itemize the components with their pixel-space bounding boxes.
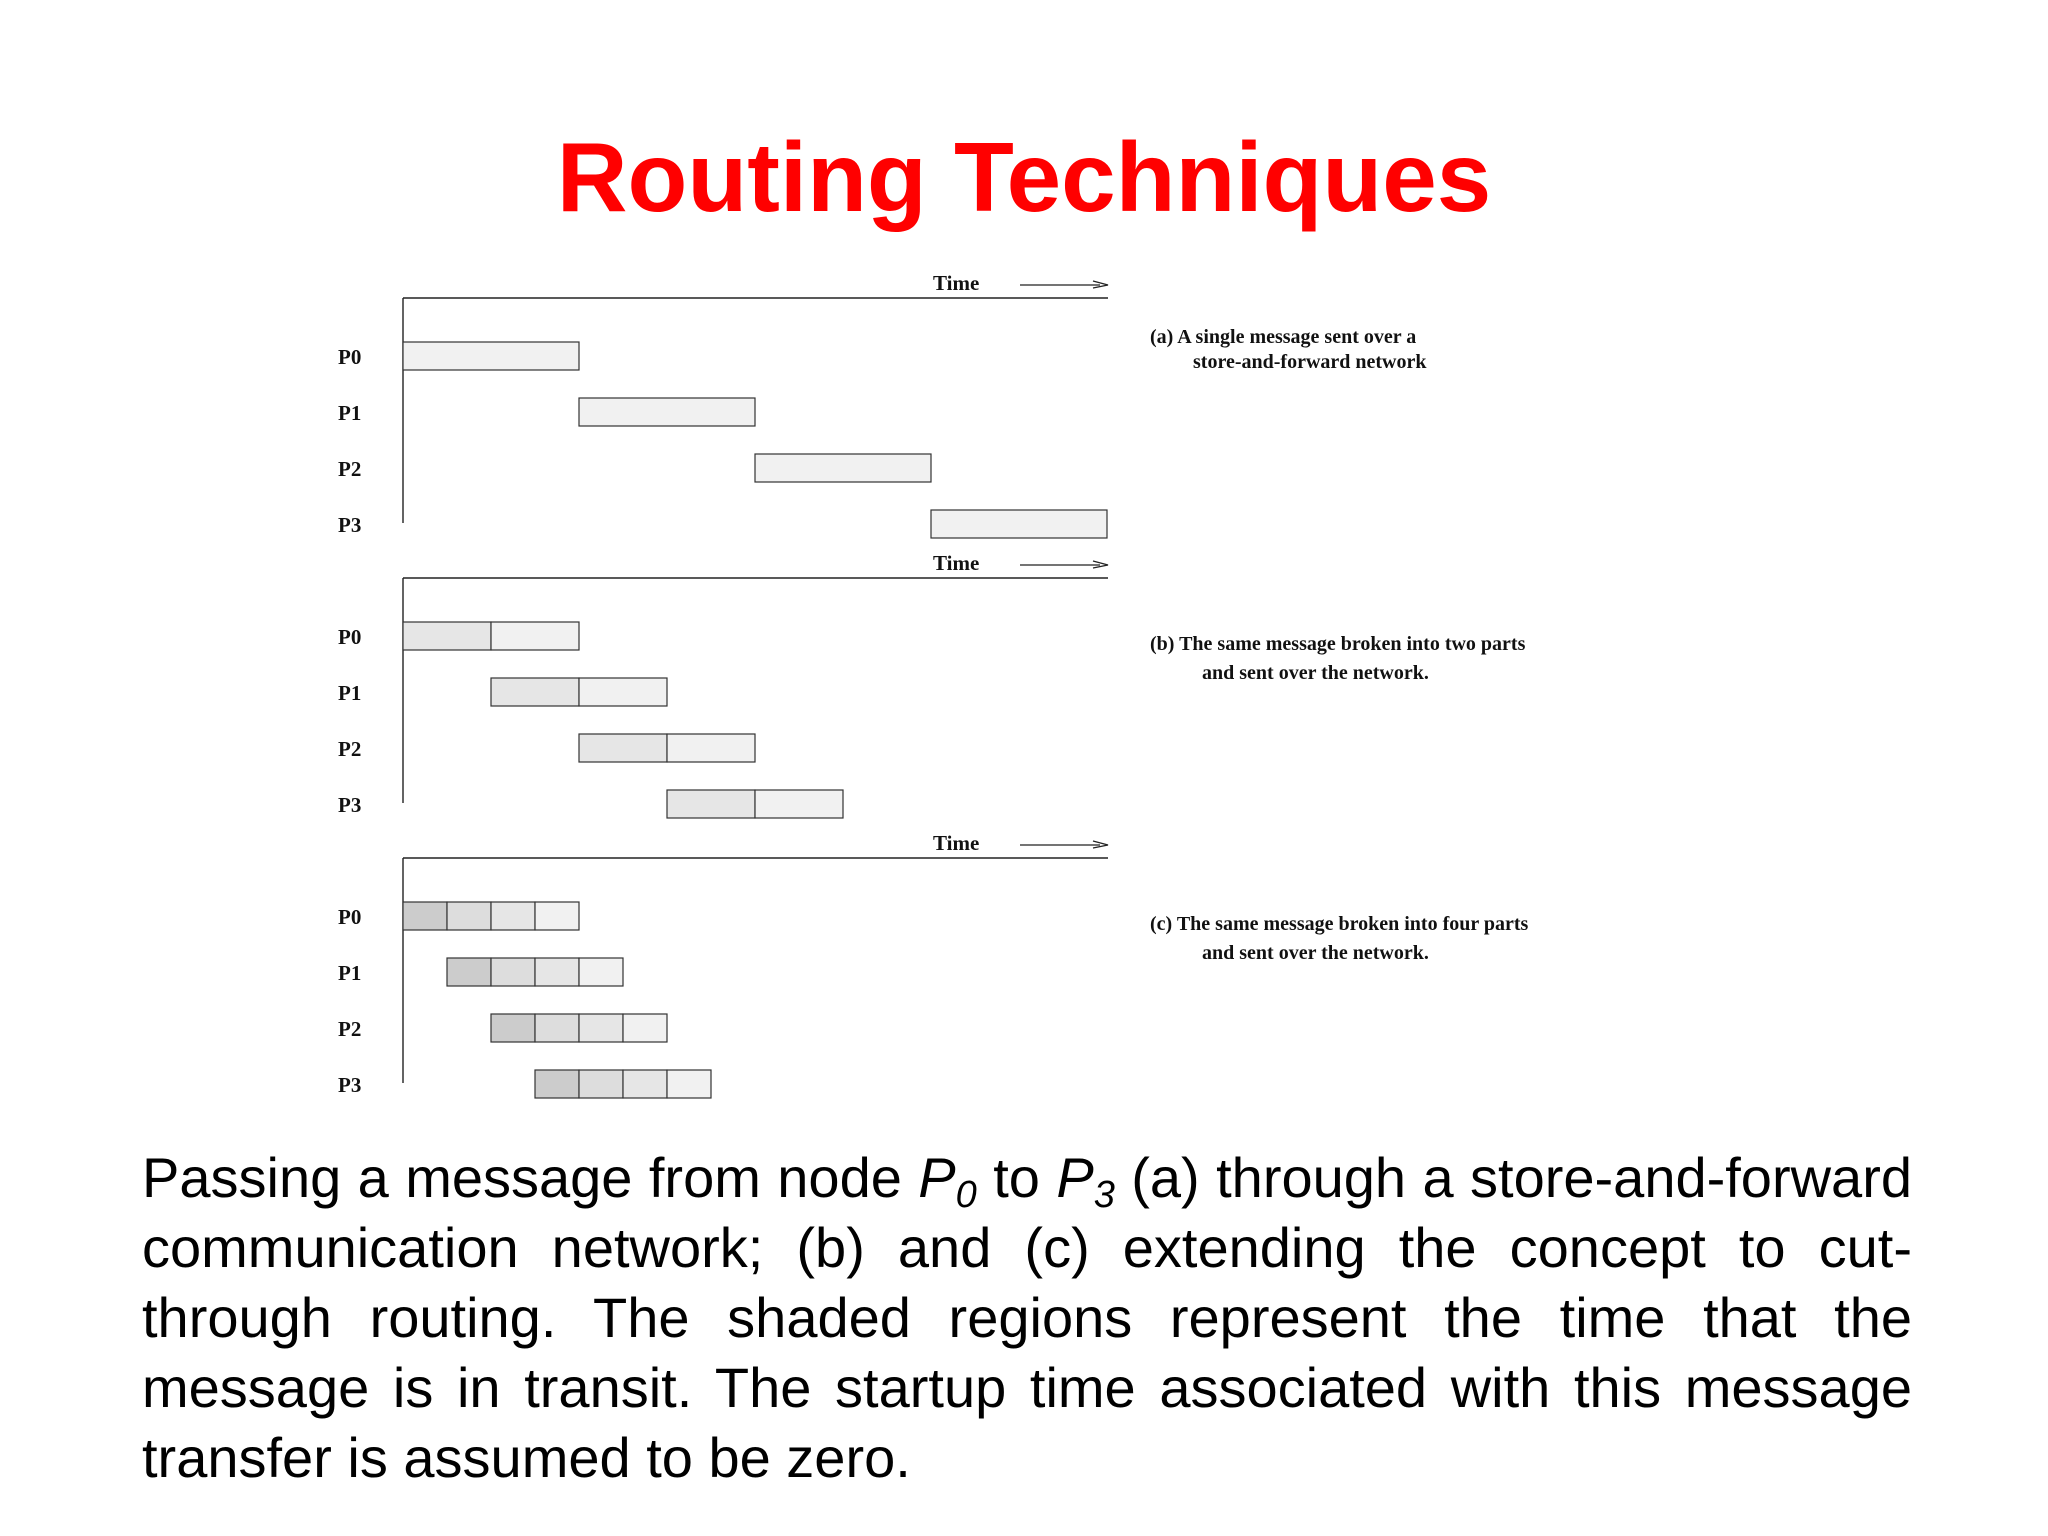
node-label-p0: P0 (338, 625, 362, 649)
message-block-p0 (403, 902, 579, 930)
message-part-3 (535, 958, 579, 986)
message-part-2 (491, 622, 579, 650)
caption-seg2: to (976, 1146, 1057, 1209)
message-part-2 (579, 678, 667, 706)
message-part-2 (491, 958, 535, 986)
message-part-1 (579, 734, 667, 762)
message-block-p3 (667, 790, 843, 818)
message-part-2 (447, 902, 491, 930)
message-part-4 (667, 1070, 711, 1098)
message-part-1 (755, 454, 931, 482)
message-block-p1 (579, 398, 755, 426)
message-block-p3 (535, 1070, 711, 1098)
panel-c (338, 831, 1529, 1098)
message-block-p2 (491, 1014, 667, 1042)
message-part-2 (579, 1070, 623, 1098)
message-part-1 (667, 790, 755, 818)
caption-seg1: Passing a message from node (142, 1146, 919, 1209)
message-part-1 (403, 902, 447, 930)
message-part-4 (535, 902, 579, 930)
panel-caption-line1: (b) The same message broken into two parts (1150, 633, 1526, 655)
message-part-1 (535, 1070, 579, 1098)
node-label-p1: P1 (338, 401, 362, 425)
message-part-2 (667, 734, 755, 762)
message-part-4 (623, 1014, 667, 1042)
node-label-p2: P2 (338, 737, 362, 761)
message-block-p0 (403, 622, 579, 650)
node-label-p1: P1 (338, 961, 362, 985)
node-label-p3: P3 (338, 513, 362, 537)
message-part-1 (491, 1014, 535, 1042)
panel-caption-line2: and sent over the network. (1202, 662, 1429, 684)
node-label-p2: P2 (338, 1017, 362, 1041)
time-label: Time (933, 271, 980, 295)
slide-caption (142, 1143, 1912, 1493)
caption-seg3: (a) through a store-and-forward communication network; (b) and (c) extending the concept to cut-through routing. The shaded regions represent the time that the message is in transit. The startup time associated with this message transfer is assumed to be zero. (142, 1146, 1912, 1489)
message-part-2 (535, 1014, 579, 1042)
message-part-1 (403, 342, 579, 370)
caption-p0-letter: P (918, 1146, 956, 1209)
node-label-p1: P1 (338, 681, 362, 705)
message-part-3 (491, 902, 535, 930)
caption-p3-letter: P (1056, 1146, 1094, 1209)
message-block-p2 (579, 734, 755, 762)
message-part-1 (579, 398, 755, 426)
message-block-p1 (447, 958, 623, 986)
caption-p0-subscript: 0 (955, 1174, 977, 1216)
time-label: Time (933, 831, 980, 855)
message-block-p2 (755, 454, 931, 482)
panel-a (338, 271, 1427, 538)
node-label-p3: P3 (338, 1073, 362, 1097)
node-label-p2: P2 (338, 457, 362, 481)
message-part-3 (579, 1014, 623, 1042)
panel-caption-line2: store-and-forward network (1193, 351, 1427, 373)
message-block-p0 (403, 342, 579, 370)
message-part-1 (447, 958, 491, 986)
message-block-p1 (491, 678, 667, 706)
message-part-4 (579, 958, 623, 986)
node-label-p3: P3 (338, 793, 362, 817)
message-part-3 (623, 1070, 667, 1098)
message-block-p3 (931, 510, 1107, 538)
slide-title: Routing Techniques (556, 122, 1492, 232)
panel-caption-line1: (a) A single message sent over a (1150, 326, 1417, 348)
panel-caption-line1: (c) The same message broken into four parts (1150, 913, 1529, 935)
message-part-2 (755, 790, 843, 818)
message-part-1 (491, 678, 579, 706)
caption-p3-subscript: 3 (1093, 1174, 1115, 1216)
message-part-1 (931, 510, 1107, 538)
time-label: Time (933, 551, 980, 575)
node-label-p0: P0 (338, 905, 362, 929)
message-part-1 (403, 622, 491, 650)
panel-caption-line2: and sent over the network. (1202, 942, 1429, 964)
node-label-p0: P0 (338, 345, 362, 369)
panel-b (338, 551, 1526, 818)
